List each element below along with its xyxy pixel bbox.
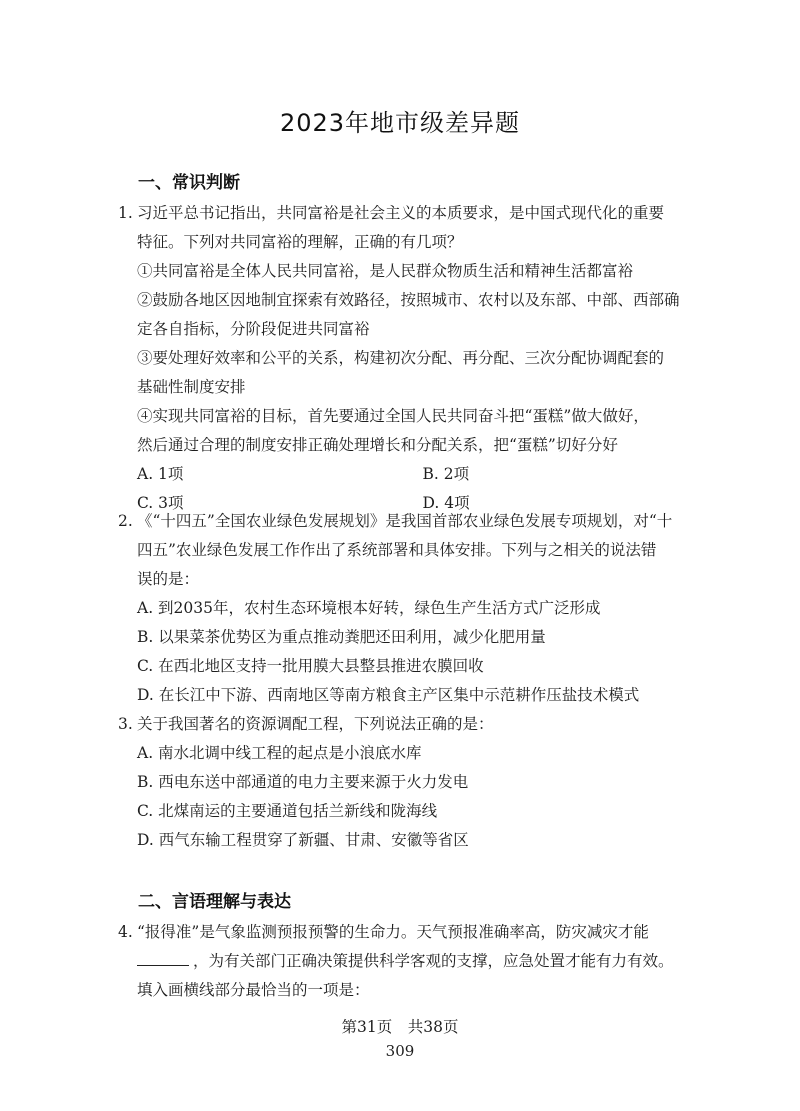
option-c: C. 北煤南运的主要通道包括兰新线和陇海线 bbox=[137, 802, 438, 820]
question-1 bbox=[118, 199, 708, 518]
question-text-line: 习近平总书记指出，共同富裕是社会主义的本质要求，是中国式现代化的重要 bbox=[137, 204, 665, 222]
section-heading-verbal: 二、言语理解与表达 bbox=[138, 892, 291, 912]
question-number: 3. bbox=[118, 715, 133, 733]
page-title: 2023年地市级差异题 bbox=[279, 109, 521, 137]
option-b: B. 以果菜茶优势区为重点推动粪肥还田利用，减少化肥用量 bbox=[137, 628, 546, 646]
answer-options bbox=[137, 739, 708, 855]
page-counter: 第31页 共38页 bbox=[341, 1018, 459, 1036]
statement-3-cont: 基础性制度安排 bbox=[137, 378, 246, 396]
option-d: D. 西气东输工程贯穿了新疆、甘肃、安徽等省区 bbox=[137, 831, 469, 849]
statement-3: ③要处理好效率和公平的关系，构建初次分配、再分配、三次分配协调配套的 bbox=[137, 349, 665, 367]
option-a: A. 南水北调中线工程的起点是小浪底水库 bbox=[137, 744, 422, 762]
option-b: B. 2项 bbox=[422, 465, 470, 483]
option-a: A. 1项 bbox=[137, 465, 184, 483]
question-number: 1. bbox=[118, 204, 133, 222]
question-number: 4. bbox=[118, 923, 133, 941]
statement-1: ①共同富裕是全体人民共同富裕，是人民群众物质生活和精神生活都富裕 bbox=[137, 262, 634, 280]
answer-options bbox=[137, 594, 708, 710]
question-2 bbox=[118, 507, 708, 710]
statement-2: ②鼓励各地区因地制宜探索有效路径，按照城市、农村以及东部、中部、西部确 bbox=[137, 291, 680, 309]
page-number: 309 bbox=[385, 1042, 415, 1060]
section-heading-common-sense: 一、常识判断 bbox=[138, 173, 240, 193]
statement-2-cont: 定各自指标，分阶段促进共同富裕 bbox=[137, 320, 370, 338]
question-4 bbox=[118, 918, 708, 1005]
option-d: D. 4项 bbox=[422, 494, 470, 512]
question-text-line: 误的是： bbox=[137, 570, 200, 588]
question-text-line: 四五”农业绿色发展工作作出了系统部署和具体安排。下列与之相关的说法错 bbox=[137, 541, 657, 559]
question-text-line-with-blank bbox=[137, 947, 708, 976]
question-number: 2. bbox=[118, 512, 133, 530]
statement-4-cont: 然后通过合理的制度安排正确处理增长和分配关系，把“蛋糕”切好分好 bbox=[137, 436, 618, 454]
option-a: A. 到2035年，农村生态环境根本好转，绿色生产生活方式广泛形成 bbox=[137, 599, 601, 617]
question-text-line: 《“十四五”全国农业绿色发展规划》是我国首部农业绿色发展专项规划，对“十 bbox=[137, 512, 673, 530]
question-text-line: 特征。下列对共同富裕的理解，正确的有几项？ bbox=[137, 233, 463, 251]
question-text-after-blank: ，为有关部门正确决策提供科学客观的支撑，应急处置才能有力有效。 bbox=[193, 952, 674, 970]
option-c: C. 3项 bbox=[137, 494, 184, 512]
question-text-line: “报得准”是气象监测预报预警的生命力。天气预报准确率高，防灾减灾才能 bbox=[137, 923, 649, 941]
fill-in-blank bbox=[137, 949, 189, 966]
question-3 bbox=[118, 710, 708, 855]
question-prompt: 填入画横线部分最恰当的一项是： bbox=[137, 981, 370, 999]
option-c: C. 在西北地区支持一批用膜大县整县推进农膜回收 bbox=[137, 657, 484, 675]
question-text-line: 关于我国著名的资源调配工程，下列说法正确的是： bbox=[137, 715, 494, 733]
option-d: D. 在长江中下游、西南地区等南方粮食主产区集中示范耕作压盐技术模式 bbox=[137, 686, 640, 704]
option-b: B. 西电东送中部通道的电力主要来源于火力发电 bbox=[137, 773, 469, 791]
statement-4: ④实现共同富裕的目标，首先要通过全国人民共同奋斗把“蛋糕”做大做好， bbox=[137, 407, 649, 425]
